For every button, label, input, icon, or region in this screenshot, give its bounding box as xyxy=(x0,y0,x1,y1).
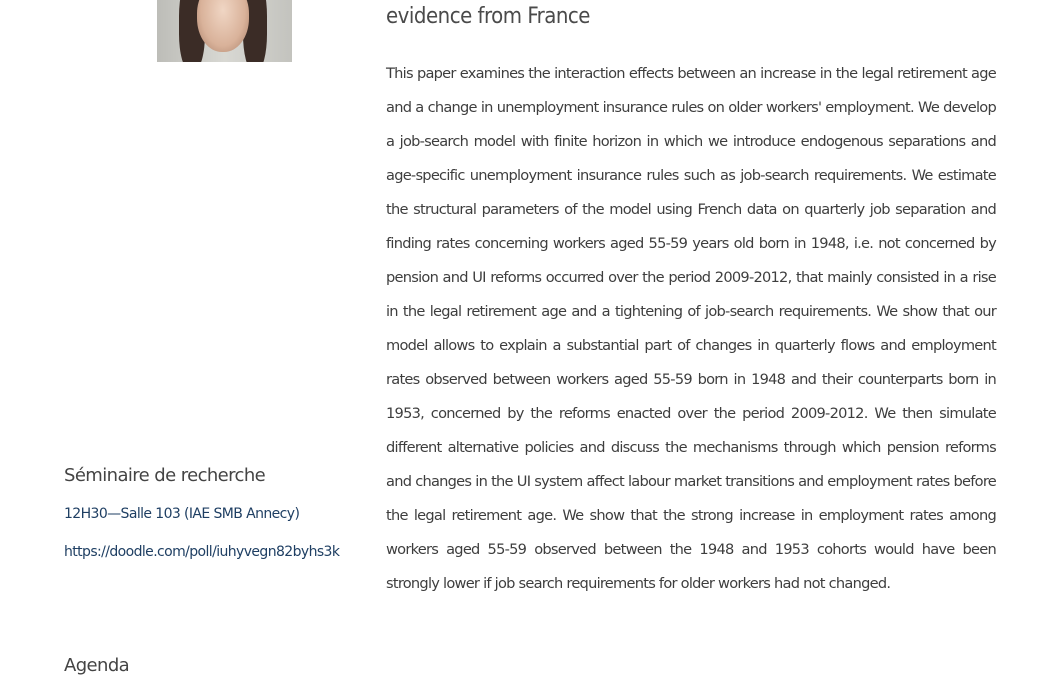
seminar-label: Séminaire de recherche xyxy=(64,465,266,486)
doodle-poll-link[interactable]: https://doodle.com/poll/iuhyvegn82byhs3k xyxy=(64,544,340,560)
paper-abstract: This paper examines the interaction effects between an increase in the legal retirement age and a change in unemployment insurance rules on older workers' employment. We develop a job-search model with finite horizon in which we introduce endogenous separations and age-specific unemployment insurance rules such as job-search requirements. We estimate the structural parameters of the model using French data on quarterly job separation and finding rates concerning workers aged 55-59 years old born in 1948, i.e. not concerned by pension and UI reforms occurred over the period 2009-2012, that mainly consisted in a rise in the legal retirement age and a tightening of job-search requirements. We show that our model allows to explain a substantial part of changes in quarterly flows and employment rates observed between workers aged 55-59 born in 1948 and their counterparts born in 1953, concerned by the reforms enacted over the period 2009-2012. We then simulate different alternative policies and discuss the mechanisms through which pension reforms and changes in the UI system affect labour market transitions and employment rates before the legal retirement age. We show that the strong increase in employment rates among workers aged 55-59 observed between the 1948 and 1953 cohorts would have been strongly lower if job search requirements for older workers had not changed. xyxy=(386,65,996,592)
session-info: 12H30—Salle 103 (IAE SMB Annecy) xyxy=(64,506,300,522)
agenda-label: Agenda xyxy=(64,655,130,676)
speaker-photo xyxy=(157,0,292,62)
paper-title: evidence from France xyxy=(386,4,590,29)
